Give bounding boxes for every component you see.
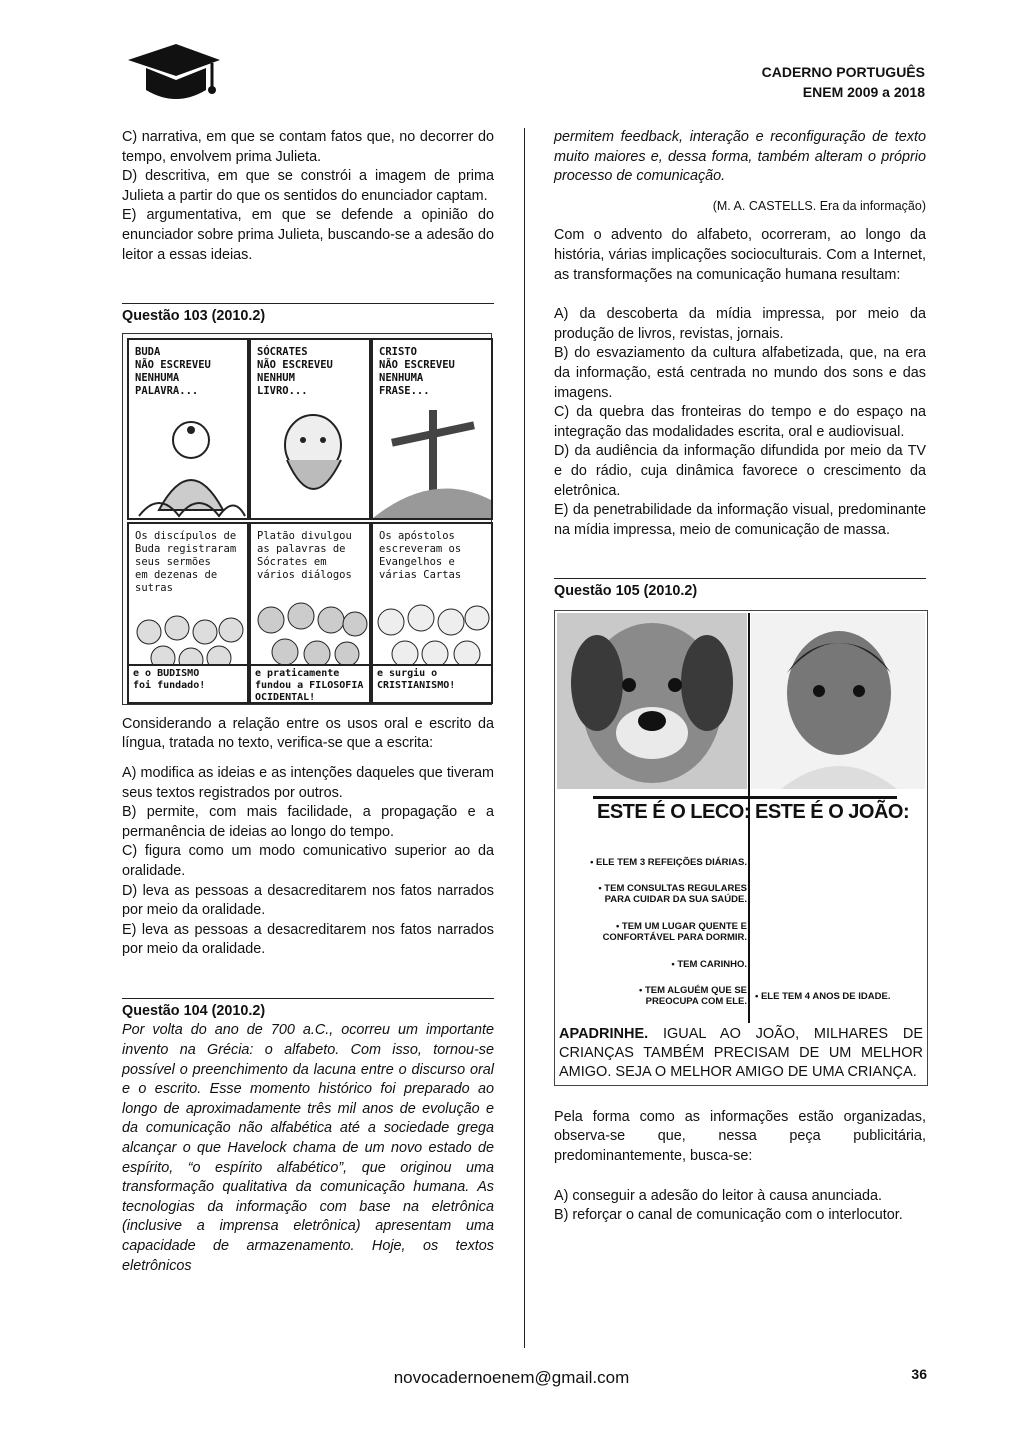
comic-panel-cristo: [371, 338, 493, 520]
leco-item: • TEM CONSULTAS REGULARES PARA CUIDAR DA SUA SAÚDE.: [598, 882, 747, 905]
comic-caption: Platão divulgou as palavras de Sócrates em vários diálogos: [257, 529, 352, 581]
joao-item: • ELE TEM 4 ANOS DE IDADE.: [755, 990, 891, 1002]
buddha-illustration: [129, 400, 247, 518]
graduation-cap-icon: [126, 38, 222, 108]
boy-illustration: [751, 613, 925, 789]
comic-footer: e surgiu o CRISTIANISMO!: [373, 664, 491, 702]
dog-illustration: [557, 613, 747, 789]
ad-title-joao: ESTE É O JOÃO:: [755, 800, 910, 823]
crucifix-illustration: [373, 400, 491, 518]
page-number: 36: [911, 1366, 927, 1382]
leco-item: • TEM ALGUÉM QUE SE PREOCUPA COM ELE.: [638, 984, 747, 1007]
leco-item: • ELE TEM 3 REFEIÇÕES DIÁRIAS.: [590, 856, 747, 868]
left-column: [122, 128, 494, 1276]
ad-footer-rest: IGUAL AO JOÃO, MILHARES DE CRIANÇAS TAMBÉM PRECISAM DE UM MELHOR AMIGO. SEJA O MELHOR AMIGO DE UMA CRIANÇA.: [559, 1025, 923, 1080]
question-104-option-b: B) do esvaziamento da cultura alfabetizada, que, na era da informação, está centrada no mundo dos sons e das imagens.: [554, 345, 926, 401]
comic-panel-buda: [127, 338, 249, 520]
question-104-option-e: E) da penetrabilidade da informação visual, predominante na mídia impressa, meio de comunicação de massa.: [554, 502, 926, 538]
question-105-title: Questão 105 (2010.2): [554, 578, 926, 602]
question-105-option-b: B) reforçar o canal de comunicação com o interlocutor.: [554, 1207, 903, 1224]
right-column: [554, 128, 926, 1226]
question-103-option-d: D) leva as pessoas a desacreditarem nos fatos narrados por meio da oralidade.: [122, 882, 494, 919]
question-104-title: Questão 104 (2010.2): [122, 998, 494, 1022]
question-104-option-a: A) da descoberta da mídia impressa, por meio da produção de livros, revistas, jornais.: [554, 306, 926, 342]
prev-option-e: E) argumentativa, em que se defende a opinião do enunciador sobre prima Julieta, buscando-se a adesão do leitor a essas ideias.: [122, 207, 494, 263]
question-103-title: Questão 103 (2010.2): [122, 303, 494, 327]
question-103-option-e: E) leva as pessoas a desacreditarem nos fatos narrados por meio da oralidade.: [122, 921, 494, 958]
comic-caption: SÓCRATES NÃO ESCREVEU NENHUM LIVRO...: [257, 345, 333, 397]
comic-strip: [122, 333, 492, 705]
ad-title-leco: ESTE É O LECO:: [597, 800, 751, 823]
boy-photo: [751, 613, 925, 789]
question-104-text-continued: permitem feedback, interação e reconfiguração de texto muito maiores e, dessa forma, também alteram o próprio processo de comunicação.: [554, 129, 926, 185]
comic-caption: Os apóstolos escreveram os Evangelhos e várias Cartas: [379, 529, 462, 581]
dog-photo: [557, 613, 747, 789]
crowd-illustration: [373, 594, 491, 672]
question-104-option-c: C) da quebra das fronteiras do tempo e do espaço na integração das modalidades escrita, oral e audiovisual.: [554, 404, 926, 440]
question-104-stem: Com o advento do alfabeto, ocorreram, ao longo da história, várias implicações socioculturais. Com a Internet, as transformações na comunicação humana resultam:: [554, 227, 926, 283]
comic-panel-socrates: [249, 338, 371, 520]
crowd-illustration: [251, 594, 369, 672]
question-103-option-c: C) figura como um modo comunicativo superior ao da oralidade.: [122, 843, 494, 879]
comic-caption: BUDA NÃO ESCREVEU NENHUMA PALAVRA...: [135, 345, 211, 397]
question-103-option-b: B) permite, com mais facilidade, a propagação e a permanência de ideias ao longo do tempo.: [122, 804, 494, 840]
header-line-2: ENEM 2009 a 2018: [802, 84, 925, 100]
socrates-illustration: [251, 400, 369, 518]
leco-item: • TEM UM LUGAR QUENTE E CONFORTÁVEL PARA DORMIR.: [602, 920, 747, 943]
question-104-option-d: D) da audiência da informação difundida por meio da TV e do rádio, cuja dinâmica favorece o crescimento da eletrônica.: [554, 443, 926, 499]
source-citation: (M. A. CASTELLS. Era da informação): [712, 198, 926, 213]
comic-panel-buda-disciples: [127, 522, 249, 704]
footer-email: novocadernoenem@gmail.com: [393, 1368, 630, 1387]
comic-panel-platao: [249, 522, 371, 704]
ad-title-bar: [593, 796, 897, 799]
advertisement: [554, 610, 928, 1086]
comic-footer: e praticamente fundou a FILOSOFIA OCIDENTAL!: [251, 664, 369, 702]
comic-panel-apostolos: [371, 522, 493, 704]
crowd-illustration: [129, 602, 247, 672]
column-divider: [524, 128, 525, 1348]
question-103-option-a: A) modifica as ideias e as intenções daqueles que tiveram seus textos registrados por outros.: [122, 764, 494, 801]
header-line-1: CADERNO PORTUGUÊS: [761, 64, 925, 80]
question-105-stem: Pela forma como as informações estão organizadas, observa-se que, nessa peça publicitária, predominantemente, busca-se:: [554, 1108, 926, 1165]
prev-option-d: D) descritiva, em que se constrói a imagem de prima Julieta a partir do que os sentidos do enunciador captam.: [122, 168, 494, 204]
comic-caption: CRISTO NÃO ESCREVEU NENHUMA FRASE...: [379, 345, 455, 397]
ad-footer-bold: APADRINHE.: [559, 1025, 649, 1042]
prev-option-c: C) narrativa, em que se contam fatos que, no decorrer do tempo, envolvem prima Julieta.: [122, 129, 494, 165]
question-104-text: Por volta do ano de 700 a.C., ocorreu um importante invento na Grécia: o alfabeto. Com isso, tornou-se possível o preenchimento da lacuna entre o discurso oral e o escrito. Esse momento histórico foi preparado ao longo de aproximadamente três mil anos de evolução e da comunicação não alfabética até a sociedade grega alcançar o que Havelock chama de um novo estado de espírito, “o espírito alfabético”, que originou uma transformação qualitativa da comunicação humana. As tecnologias da informação com base na eletrônica (inclusive a imprensa eletrônica) apresentam uma capacidade de armazenamento. Hoje, os textos eletrônicos: [122, 1022, 494, 1274]
question-105-option-a: A) conseguir a adesão do leitor à causa anunciada.: [554, 1187, 883, 1204]
comic-footer: e o BUDISMO foi fundado!: [129, 664, 247, 702]
comic-caption: Os discípulos de Buda registraram seus sermões em dezenas de sutras: [135, 529, 237, 594]
question-103-stem: Considerando a relação entre os usos oral e escrito da língua, tratada no texto, verifica-se que a escrita:: [122, 715, 494, 752]
leco-item: • TEM CARINHO.: [671, 958, 747, 970]
header-title: [762, 62, 925, 102]
ad-footer-text: [559, 1025, 923, 1082]
